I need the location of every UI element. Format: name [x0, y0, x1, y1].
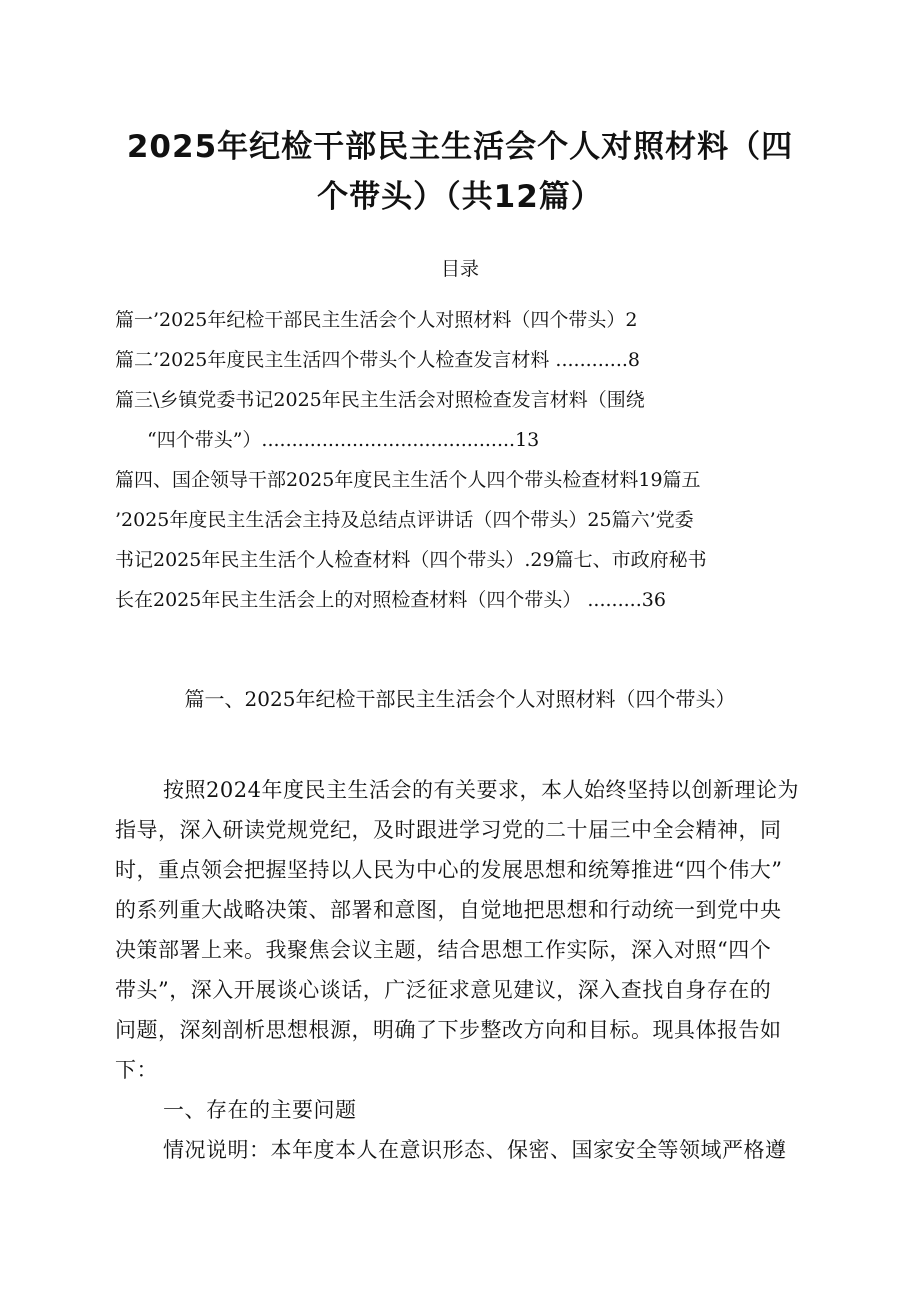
- paragraph-line: 按照2024年度民主生活会的有关要求，本人始终坚持以创新理论为: [163, 778, 799, 802]
- title-line-2: 个带头）（共12篇）: [317, 179, 603, 215]
- subsection-heading: 一、存在的主要问题: [163, 1098, 357, 1122]
- paragraph-line: 指导，深入研读党规党纪，及时跟进学习党的二十届三中全会精神，同: [115, 818, 782, 842]
- toc-entry[interactable]: 篇四、国企领导干部2025年度民主生活个人四个带头检查材料19篇五: [115, 469, 701, 491]
- paragraph-line: 时，重点领会把握坚持以人民为中心的发展思想和统筹推进“四个伟大”: [115, 858, 783, 882]
- toc-entry[interactable]: 书记2025年民主生活个人检查材料（四个带头）.29篇七、市政府秘书: [115, 549, 707, 571]
- paragraph-line: 问题，深刻剖析思想根源，明确了下步整改方向和目标。现具体报告如: [115, 1018, 782, 1042]
- toc-entry[interactable]: “四个带头”）..........................................13: [147, 429, 540, 451]
- toc-heading: 目录: [440, 258, 479, 280]
- paragraph-line: 情况说明：本年度本人在意识形态、保密、国家安全等领域严格遵: [163, 1138, 787, 1162]
- toc-entry[interactable]: 篇一’2025年纪检干部民主生活会个人对照材料（四个带头）2: [115, 309, 638, 331]
- paragraph-line: 决策部署上来。我聚焦会议主题，结合思想工作实际，深入对照“四个: [115, 938, 772, 962]
- section-heading: 篇一、2025年纪检干部民主生活会个人对照材料（四个带头）: [184, 687, 736, 711]
- document-title: [120, 122, 800, 222]
- toc-entry[interactable]: 长在2025年民主生活会上的对照检查材料（四个带头） .........36: [115, 589, 666, 611]
- toc-entry[interactable]: ’2025年度民主生活会主持及总结点评讲话（四个带头）25篇六’党委: [115, 509, 694, 531]
- body-text: [115, 770, 835, 1170]
- toc-entry[interactable]: 篇三\乡镇党委书记2025年民主生活会对照检查发言材料（围绕: [115, 389, 645, 411]
- table-of-contents: [115, 300, 820, 620]
- toc-entry[interactable]: 篇二’2025年度民主生活四个带头个人检查发言材料 ............8: [115, 349, 640, 371]
- paragraph-line: 的系列重大战略决策、部署和意图，自觉地把思想和行动统一到党中央: [115, 898, 782, 922]
- paragraph-line: 带头”，深入开展谈心谈话，广泛征求意见建议，深入查找自身存在的: [115, 978, 772, 1002]
- paragraph-line: 下：: [115, 1058, 158, 1082]
- title-line-1: 2025年纪检干部民主生活会个人对照材料（四: [126, 129, 794, 165]
